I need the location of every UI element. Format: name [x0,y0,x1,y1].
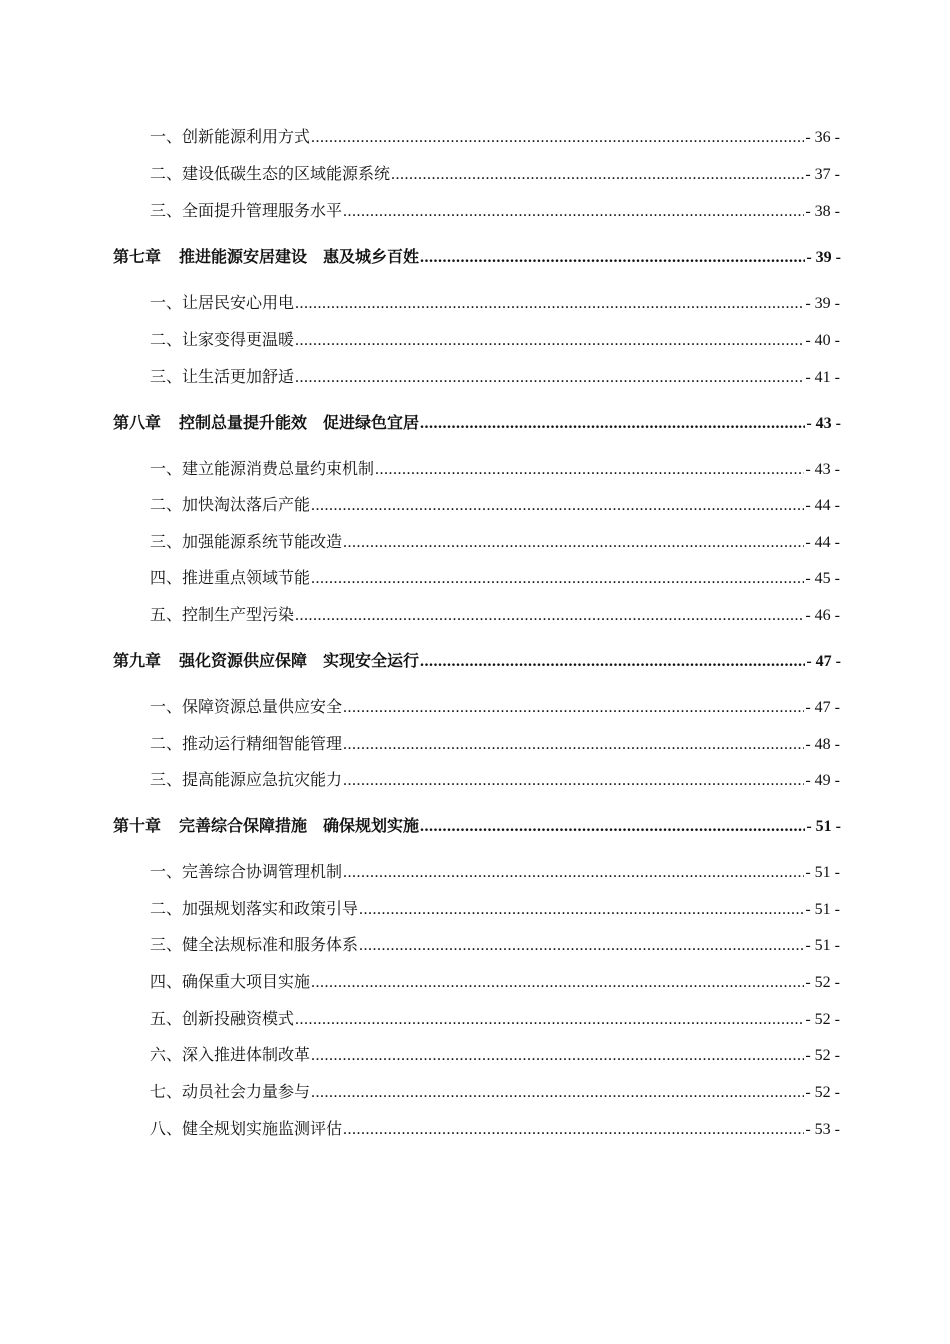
toc-dot-leader [311,495,804,517]
toc-entry-number: 五、 [150,605,183,624]
toc-entry-number: 第八章 [113,413,162,432]
toc-entry-number: 三、 [150,367,183,386]
toc-section-entry[interactable] [150,567,840,589]
toc-page-number: - 43 - [806,415,841,432]
toc-entry-number: 二、 [150,899,183,918]
toc-entry-number: 第十章 [113,816,162,835]
toc-page-number: - 43 - [805,461,840,478]
toc-entry-number: 五、 [150,1009,183,1028]
toc-entry-title: 全面提升管理服务水平 [182,201,343,220]
toc-section-entry[interactable] [150,934,840,956]
toc-entry-title: 健全规划实施监测评估 [182,1119,343,1138]
toc-page-number: - 52 - [805,1084,840,1101]
toc-entry-title: 加强规划落实和政策引导 [182,899,359,918]
toc-section-entry[interactable] [150,200,840,222]
toc-dot-leader [343,201,804,223]
toc-dot-leader [420,816,805,838]
toc-page-number: - 46 - [805,607,840,624]
toc-section-entry[interactable] [150,531,840,553]
toc-entry-number: 三、 [150,201,183,220]
toc-entry-number: 一、 [150,293,183,312]
toc-entry-title: 强化资源供应保障 实现安全运行 [179,651,420,670]
toc-entry-number: 七、 [150,1082,183,1101]
toc-entry-title: 控制生产型污染 [182,605,295,624]
toc-entry-title: 创新能源利用方式 [182,127,311,146]
toc-page-number: - 40 - [805,332,840,349]
toc-entry-number: 三、 [150,770,183,789]
toc-dot-leader [375,459,804,481]
toc-page-number: - 52 - [805,1047,840,1064]
toc-section-entry[interactable] [150,1118,840,1140]
toc-dot-leader [311,127,804,149]
toc-section-entry[interactable] [150,1008,840,1030]
toc-dot-leader [295,605,804,627]
toc-section-entry[interactable] [150,769,840,791]
toc-page-number: - 47 - [805,699,840,716]
toc-dot-leader [343,697,804,719]
toc-page-number: - 36 - [805,129,840,146]
toc-page-number: - 51 - [805,901,840,918]
toc-entry-number: 四、 [150,568,183,587]
toc-dot-leader [295,293,804,315]
toc-dot-leader [343,1119,804,1141]
toc-page-number: - 49 - [805,772,840,789]
toc-page-number: - 51 - [805,937,840,954]
toc-section-entry[interactable] [150,1081,840,1103]
toc-entry-title: 建立能源消费总量约束机制 [182,459,375,478]
toc-section-entry[interactable] [150,126,840,148]
toc-page-number: - 52 - [805,1011,840,1028]
toc-page-number: - 44 - [805,534,840,551]
toc-dot-leader [311,1045,804,1067]
toc-section-entry[interactable] [150,329,840,351]
toc-section-entry[interactable] [150,898,840,920]
toc-dot-leader [311,568,804,590]
toc-section-entry[interactable] [150,696,840,718]
toc-entry-title: 深入推进体制改革 [182,1045,311,1064]
toc-section-entry[interactable] [150,971,840,993]
toc-entry-title: 推进重点领域节能 [182,568,311,587]
toc-entry-number: 第七章 [113,247,162,266]
toc-entry-title: 加强能源系统节能改造 [182,532,343,551]
toc-dot-leader [343,862,804,884]
toc-chapter-entry[interactable] [113,815,841,837]
toc-dot-leader [295,1009,804,1031]
toc-section-entry[interactable] [150,861,840,883]
toc-page-number: - 37 - [805,166,840,183]
toc-dot-leader [343,532,804,554]
toc-section-entry[interactable] [150,292,840,314]
toc-entry-number: 一、 [150,697,183,716]
toc-page-number: - 52 - [805,974,840,991]
toc-entry-title: 健全法规标准和服务体系 [182,935,359,954]
toc-dot-leader [311,972,804,994]
toc-entry-title: 加快淘汰落后产能 [182,495,311,514]
toc-dot-leader [420,651,805,673]
toc-entry-title: 建设低碳生态的区域能源系统 [182,164,391,183]
toc-page-number: - 41 - [805,369,840,386]
toc-entry-number: 三、 [150,935,183,954]
toc-entry-number: 六、 [150,1045,183,1064]
toc-dot-leader [359,935,804,957]
toc-entry-number: 一、 [150,127,183,146]
toc-entry-number: 二、 [150,330,183,349]
toc-entry-number: 一、 [150,459,183,478]
toc-dot-leader [311,1082,804,1104]
toc-entry-number: 八、 [150,1119,183,1138]
toc-page-number: - 53 - [805,1121,840,1138]
toc-dot-leader [343,770,804,792]
toc-page-number: - 39 - [805,295,840,312]
toc-entry-number: 二、 [150,495,183,514]
toc-dot-leader [295,330,804,352]
toc-entry-title: 完善综合协调管理机制 [182,862,343,881]
toc-dot-leader [343,734,804,756]
toc-section-entry[interactable] [150,458,840,480]
toc-page-number: - 51 - [806,818,841,835]
toc-section-entry[interactable] [150,163,840,185]
toc-entry-number: 二、 [150,734,183,753]
toc-entry-number: 第九章 [113,651,162,670]
toc-dot-leader [391,164,804,186]
toc-entry-title: 完善综合保障措施 确保规划实施 [179,816,420,835]
toc-entry-number: 三、 [150,532,183,551]
toc-page-number: - 51 - [805,864,840,881]
toc-page-number: - 47 - [806,653,841,670]
toc-chapter-entry[interactable] [113,650,841,672]
toc-page-number: - 44 - [805,497,840,514]
toc-entry-number: 二、 [150,164,183,183]
toc-entry-title: 提高能源应急抗灾能力 [182,770,343,789]
toc-entry-number: 四、 [150,972,183,991]
toc-section-entry[interactable] [150,494,840,516]
toc-dot-leader [420,247,805,269]
toc-section-entry[interactable] [150,604,840,626]
toc-chapter-entry[interactable] [113,412,841,434]
toc-page-number: - 48 - [805,736,840,753]
toc-entry-title: 确保重大项目实施 [182,972,311,991]
toc-dot-leader [420,413,805,435]
toc-entry-title: 推动运行精细智能管理 [182,734,343,753]
toc-page-number: - 45 - [805,570,840,587]
toc-entry-title: 让家变得更温暖 [182,330,295,349]
toc-section-entry[interactable] [150,1044,840,1066]
toc-entry-title: 让居民安心用电 [182,293,295,312]
toc-entry-title: 控制总量提升能效 促进绿色宜居 [179,413,420,432]
toc-section-entry[interactable] [150,366,840,388]
toc-entry-title: 创新投融资模式 [182,1009,295,1028]
toc-section-entry[interactable] [150,733,840,755]
toc-entry-title: 推进能源安居建设 惠及城乡百姓 [179,247,420,266]
toc-dot-leader [295,367,804,389]
toc-page-number: - 38 - [805,203,840,220]
toc-chapter-entry[interactable] [113,246,841,268]
toc-page-number: - 39 - [806,249,841,266]
toc-entry-number: 一、 [150,862,183,881]
toc-entry-title: 保障资源总量供应安全 [182,697,343,716]
toc-entry-title: 动员社会力量参与 [182,1082,311,1101]
toc-dot-leader [359,899,804,921]
toc-entry-title: 让生活更加舒适 [182,367,295,386]
